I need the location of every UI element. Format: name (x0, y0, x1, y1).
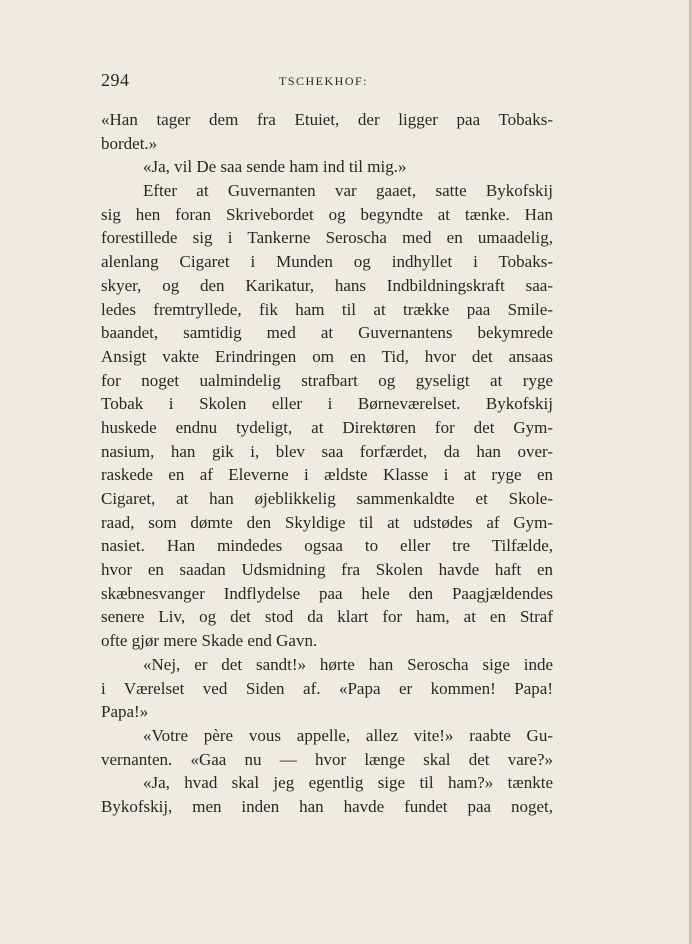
page-number: 294 (101, 70, 130, 90)
text-line: bordet.» (101, 133, 158, 153)
text-line: raskede en af Eleverne i ældste Klasse i at ryge en (101, 465, 553, 485)
text-line: «Ja, hvad skal jeg egentlig sige til ham?» tænkte (143, 773, 553, 793)
page-header (101, 70, 551, 94)
text-line: Papa!» (101, 702, 149, 722)
text-line: hvor en saadan Udsmidning fra Skolen havde haft en (101, 560, 553, 580)
text-line: Tobak i Skolen eller i Børneværelset. Bykofskij (101, 394, 553, 414)
text-line: ledes fremtryllede, fik ham til at trække paa Smile- (101, 299, 553, 319)
text-line: Ansigt vakte Erindringen om en Tid, hvor det ansaas (101, 346, 553, 366)
text-line: «Votre père vous appelle, allez vite!» raabte Gu- (143, 725, 553, 745)
text-line: senere Liv, og det stod da klart for ham, at en Straf (101, 607, 553, 627)
text-line: «Nej, er det sandt!» hørte han Seroscha sige inde (143, 654, 553, 674)
text-line: Cigaret, at han øjeblikkelig sammenkaldte et Skole- (101, 489, 553, 508)
text-line: vernanten. «Gaa nu — hvor længe skal det vare?» (101, 749, 553, 769)
text-line: forestillede sig i Tankerne Seroscha med en umaadelig, (101, 228, 553, 248)
text-line: Bykofskij, men inden han havde fundet paa noget, (101, 796, 553, 816)
text-line: alenlang Cigaret i Munden og indhyllet i Tobaks- (101, 252, 553, 272)
text-line: «Han tager dem fra Etuiet, der ligger paa Tobaks- (101, 110, 553, 129)
text-line: nasium, han gik i, blev saa forfærdet, da han over- (101, 441, 553, 461)
text-line: nasiet. Han mindedes ogsaa to eller tre Tilfælde, (101, 536, 553, 556)
body-text (101, 108, 553, 819)
text-line: skyer, og den Karikatur, hans Indbildningskraft saa- (101, 275, 553, 295)
text-line: ofte gjør mere Skade end Gavn. (101, 631, 318, 651)
text-line: i Værelset ved Siden af. «Papa er kommen! Papa! (101, 678, 553, 698)
text-line: baandet, samtidig med at Guvernantens bekymrede (101, 323, 553, 343)
running-head: TSCHEKHOF: (279, 74, 369, 88)
text-line: Efter at Guvernanten var gaaet, satte Bykofskij (143, 181, 553, 201)
text-line: «Ja, vil De saa sende ham ind til mig.» (143, 157, 407, 177)
text-line: for noget ualmindelig strafbart og gyseligt at ryge (101, 370, 553, 390)
text-line: raad, som dømte den Skyldige til at udstødes af Gym- (101, 512, 553, 532)
text-line: sig hen foran Skrivebordet og begyndte at tænke. Han (101, 204, 553, 224)
text-line: skæbnesvanger Indflydelse paa hele den Paagjældendes (101, 583, 553, 603)
text-line: huskede endnu tydeligt, at Direktøren for det Gym- (101, 417, 553, 437)
